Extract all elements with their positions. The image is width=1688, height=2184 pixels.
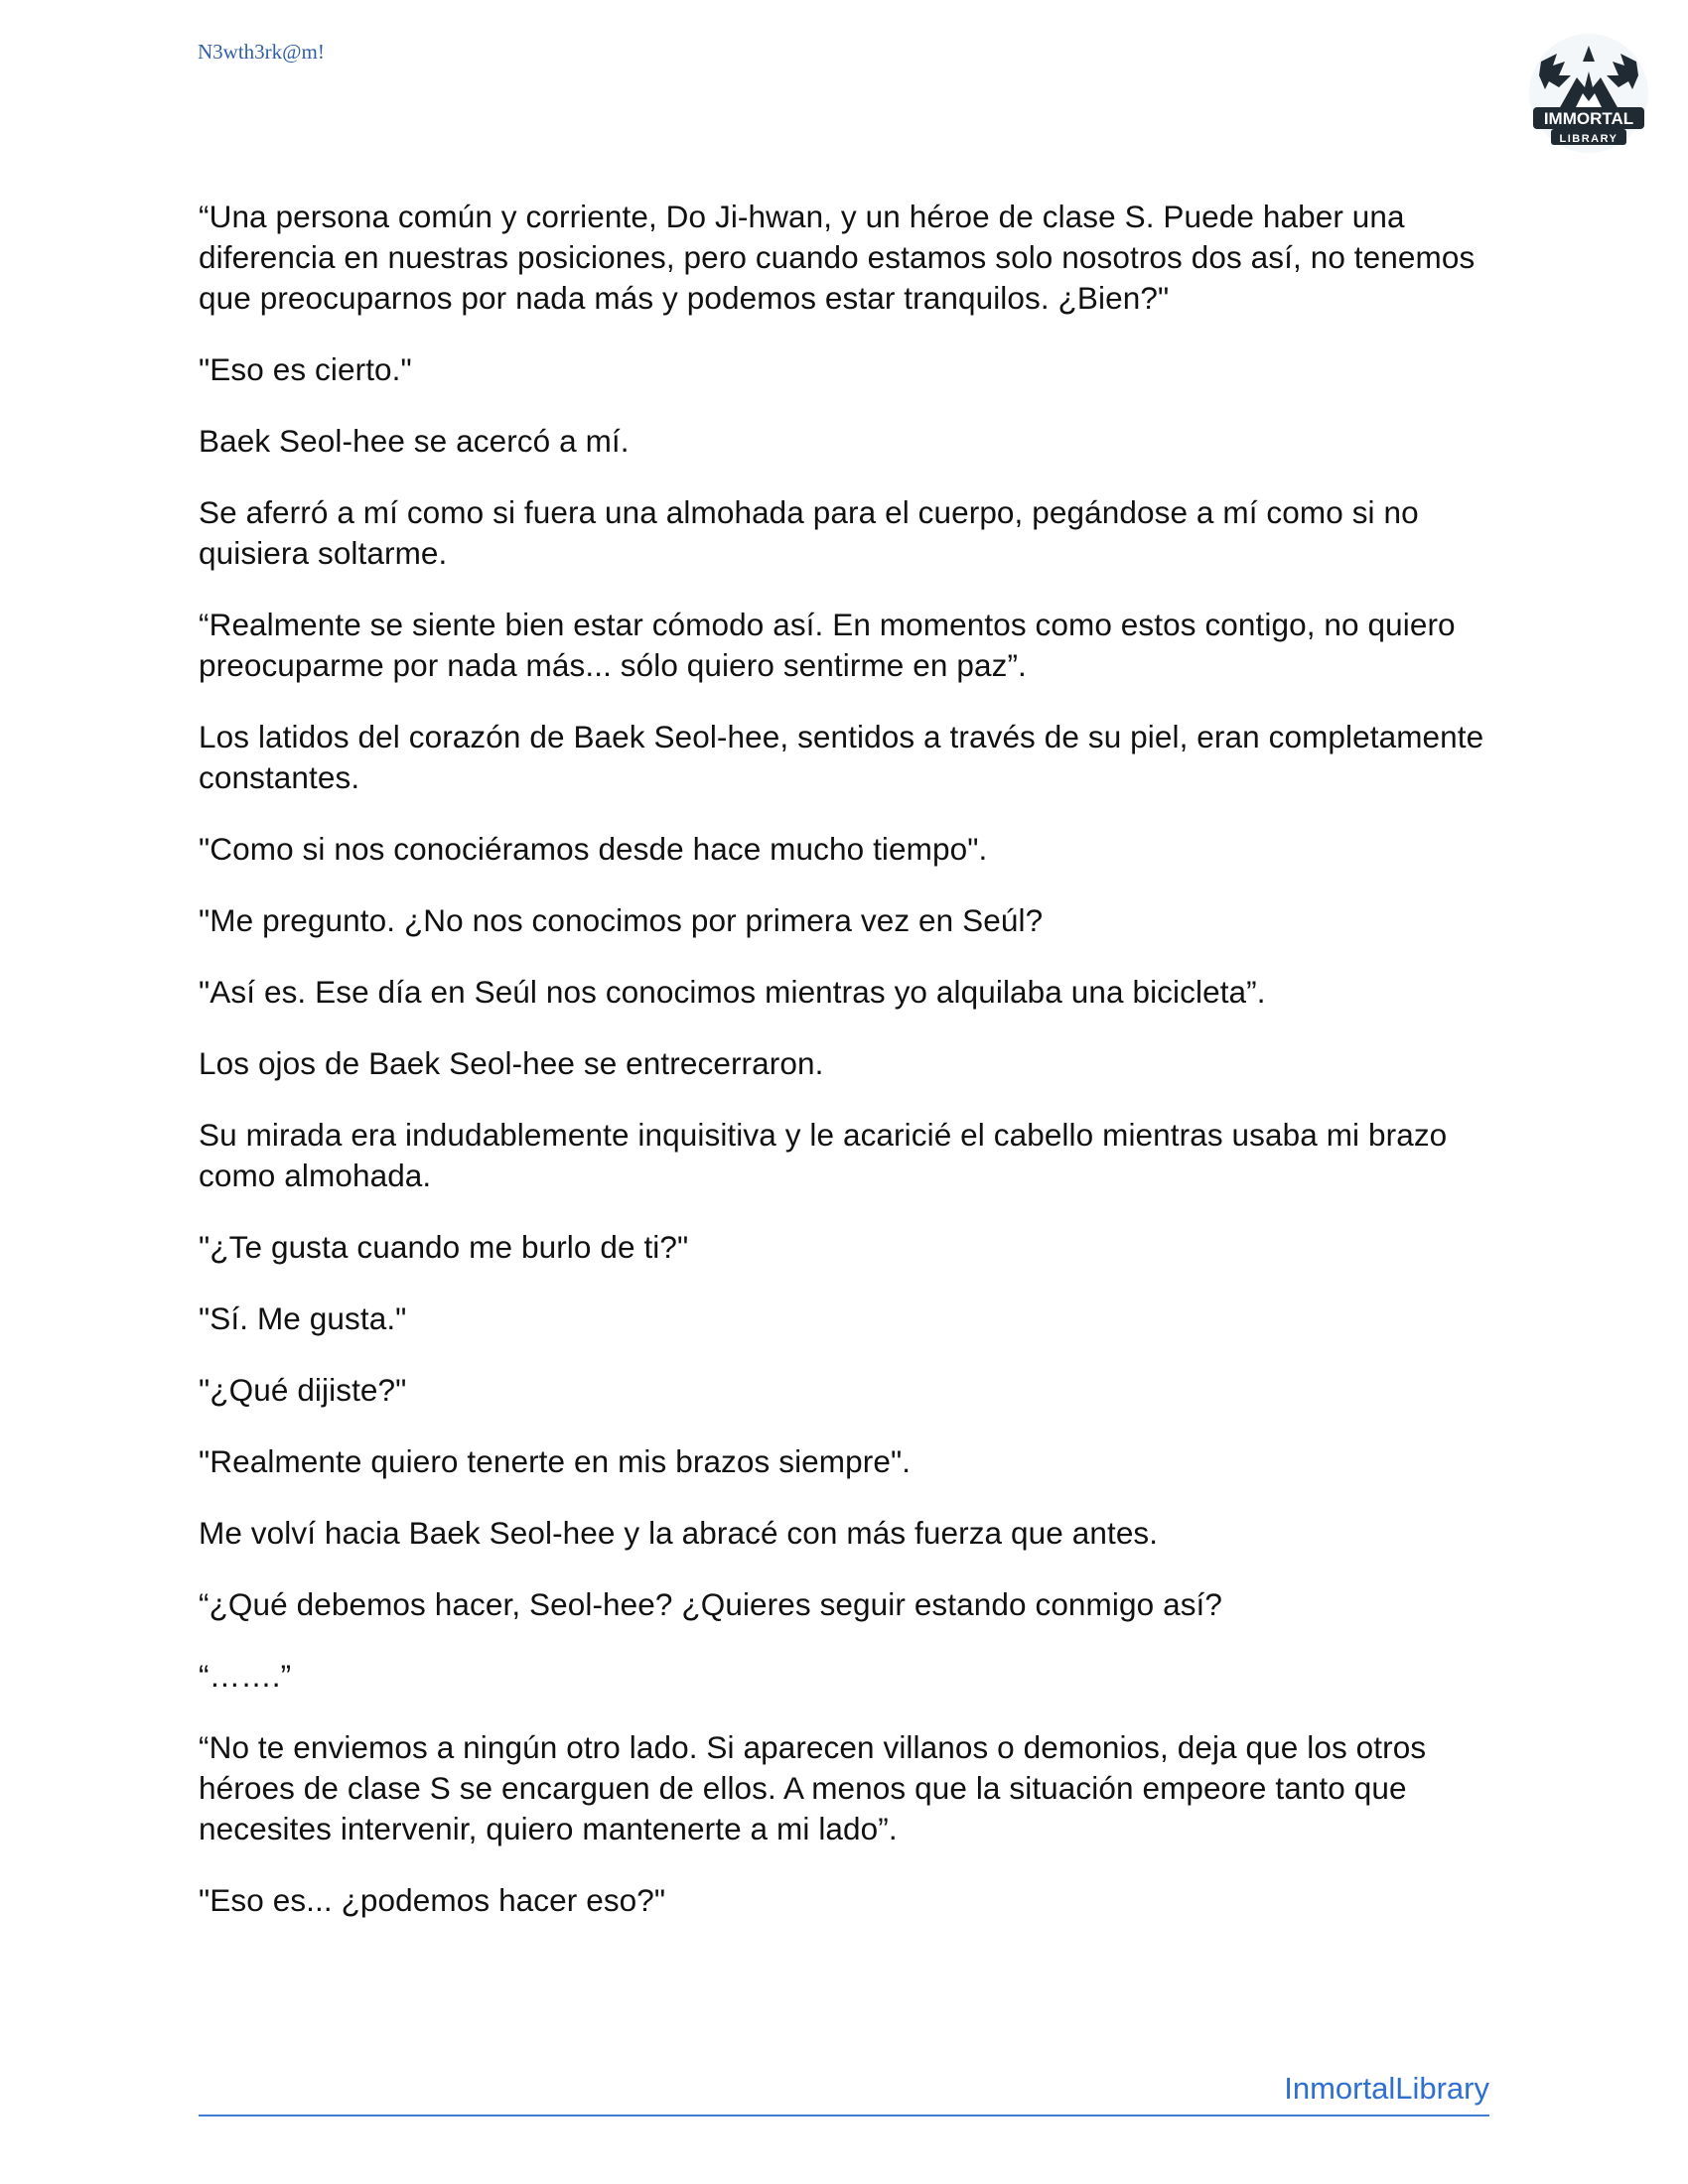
paragraph: “¿Qué debemos hacer, Seol-hee? ¿Quieres seguir estando conmigo así? [199, 1586, 1223, 1622]
logo-line2-text: LIBRARY [1559, 133, 1618, 145]
paragraph: “…….” [199, 1658, 292, 1694]
paragraph: "Eso es cierto." [199, 351, 412, 387]
header-watermark-text: N3wth3rk@m! [198, 40, 325, 64]
paragraph: "Eso es... ¿podemos hacer eso?" [199, 1882, 666, 1918]
paragraph: Los latidos del corazón de Baek Seol-hee, sentidos a través de su piel, eran completamente constantes. [199, 719, 1484, 795]
paragraph: Baek Seol-hee se acercó a mí. [199, 423, 630, 459]
paragraph: Su mirada era indudablemente inquisitiva y le acaricié el cabello mientras usaba mi brazo como almohada. [199, 1117, 1448, 1193]
logo-emblem-icon [1519, 32, 1658, 161]
immortal-library-logo [1519, 32, 1658, 161]
paragraph: “Una persona común y corriente, Do Ji-hwan, y un héroe de clase S. Puede haber una diferencia en nuestras posiciones, pero cuando estamos solo nosotros dos así, no tenemos que preocuparnos por nada más y podemos estar tranquilos. ¿Bien?" [199, 199, 1476, 316]
paragraph: "¿Te gusta cuando me burlo de ti?" [199, 1229, 689, 1265]
paragraph: “Realmente se siente bien estar cómodo así. En momentos como estos contigo, no quiero preocuparme por nada más... sólo quiero sentirme en paz”. [199, 607, 1456, 683]
paragraph: "Realmente quiero tenerte en mis brazos siempre". [199, 1443, 912, 1479]
paragraph: "Así es. Ese día en Seúl nos conocimos mientras yo alquilaba una bicicleta”. [199, 974, 1266, 1010]
paragraph: "Como si nos conociéramos desde hace mucho tiempo". [199, 831, 988, 867]
paragraph: Los ojos de Baek Seol-hee se entrecerraron. [199, 1045, 824, 1081]
footer-divider [199, 2115, 1489, 2116]
paragraph: "Sí. Me gusta." [199, 1300, 407, 1336]
paragraph: "Me pregunto. ¿No nos conocimos por primera vez en Seúl? [199, 902, 1044, 938]
paragraph: Me volví hacia Baek Seol-hee y la abracé con más fuerza que antes. [199, 1515, 1159, 1551]
footer-link[interactable]: InmortalLibrary [1284, 2071, 1489, 2106]
paragraph: "¿Qué dijiste?" [199, 1372, 407, 1408]
logo-line1-text: IMMORTAL [1543, 109, 1634, 128]
document-body [199, 197, 1499, 1952]
paragraph: “No te enviemos a ningún otro lado. Si aparecen villanos o demonios, deja que los otros héroes de clase S se encarguen de ellos. A menos que la situación empeore tanto que necesites intervenir, quiero mantenerte a mi lado”. [199, 1729, 1427, 1846]
paragraph: Se aferró a mí como si fuera una almohada para el cuerpo, pegándose a mí como si no quisiera soltarme. [199, 494, 1419, 571]
